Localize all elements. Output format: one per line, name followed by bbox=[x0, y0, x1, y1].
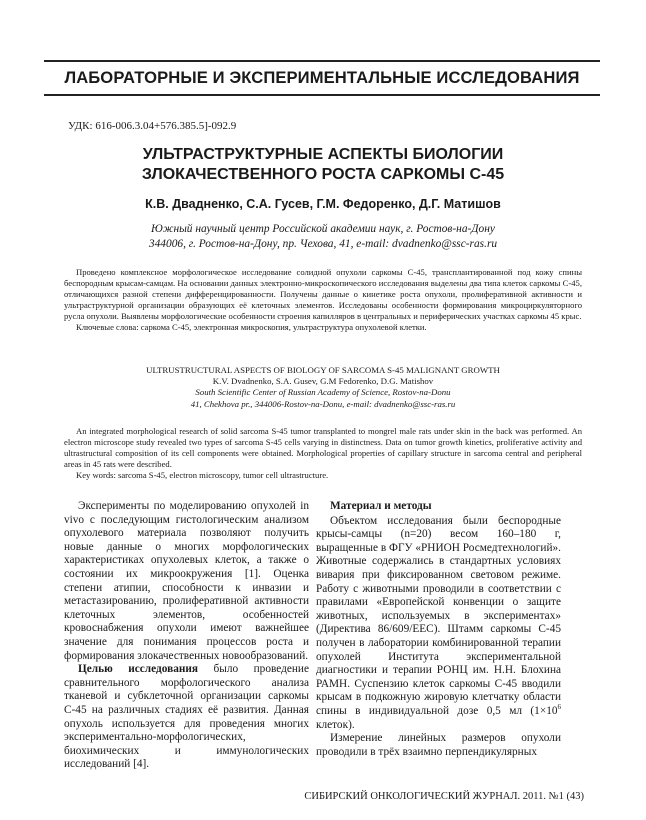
affiliation-en-line-2: 41, Chekhova pr., 344006-Rostov-na-Donu, e-mail: dvadnenko@ssc-ras.ru bbox=[190, 398, 456, 409]
affiliation-line-1: Южный научный центр Российской академии наук, г. Ростов-на-Дону bbox=[151, 223, 495, 235]
methods-heading: Материал и методы bbox=[330, 500, 432, 512]
methods-text-a: Объектом исследования были беспородные крысы-самцы (n=20) весом 160–180 г, выращенные в ФГУ «РНИОН Росмедтехнологий». Животные содержались в стандартных условиях вивария при фиксированном световом режиме. Работу с животными проводили в соответствии с правилами «Европейской конвенции о защите животных, используемых в экспериментах» (Директива 86/609/ЕЕС). Штамм саркомы С-45 получен в лаборатории комбинированной терапии опухолей Института экспериментальной диагностики и терапии РОНЦ им. Н.Н. Блохина РАМН. Суспензию клеток саркомы С-45 вводили крысам в подкожную жировую клетчатку области спины в индивидуальной дозе 0,5 мл (1×10 bbox=[316, 514, 561, 717]
article-title-ru bbox=[40, 145, 606, 185]
affiliation-ru bbox=[40, 222, 606, 252]
title-en: ULTRUSTRUCTURAL ASPECTS OF BIOLOGY OF SARCOMA S-45 MALIGNANT GROWTH bbox=[146, 365, 500, 375]
affiliation-line-2: 344006, г. Ростов-на-Дону, пр. Чехова, 41, e-mail: dvadnenko@ssc-ras.ru bbox=[148, 238, 498, 250]
udk-code: УДК: 616-006.3.04+576.385.5]-092.9 bbox=[68, 120, 237, 132]
aim-label: Целью исследования bbox=[78, 663, 198, 676]
abstract-ru-text: Проведено комплексное морфологическое исследование солидной опухоли саркомы С-45, трансплантированной под кожу спины беспородным крысам-самцам. На основании данных электронно-микроскопического исследования выделены два типа клеток саркомы С-45, отличающихся разной степени дифференцированности. Получены данные о кинетике роста опухоли, пролиферативной активности и ультраструктурной организации образующих её клеточных элементов. Исследованы особенности формирования микроциркуляторного русла опухоли. Выявлены морфологические особенности строения капилляров в центральных и периферических участках саркомы 45 крыс. bbox=[64, 267, 582, 321]
aim-text: было проведение сравнительного морфологического анализа тканевой и субклеточной организации саркомы С-45 на различных стадиях её развития. Данная опухоль используется для проведения многих экспериментально-морфологических, биохимических и иммунологических исследований [4]. bbox=[64, 663, 309, 771]
aim-paragraph bbox=[64, 663, 309, 772]
abstract-ru bbox=[64, 267, 582, 333]
title-line-2: ЗЛОКАЧЕСТВЕННОГО РОСТА САРКОМЫ С-45 bbox=[141, 166, 505, 183]
title-line-1: УЛЬТРАСТРУКТУРНЫЕ АСПЕКТЫ БИОЛОГИИ bbox=[142, 146, 504, 163]
intro-paragraph: Эксперименты по моделированию опухолей in vivo с последующим гистологическим анализом опухолевого материала позволяют получить новые данные о многих морфологических характеристиках опухолевых клеток, а также о состоянии их микроокружения [1]. Оценка степени атипии, способности к инвазии и метастазированию, пролиферативной активности клеточных элементов, особенностей кровоснабжения опухоли имеют важнейшее значение для понимания процессов роста и формирования злокачественных новообразований. bbox=[64, 500, 309, 662]
section-header: ЛАБОРАТОРНЫЕ И ЭКСПЕРИМЕНТАЛЬНЫЕ ИССЛЕДОВАНИЯ bbox=[44, 60, 600, 96]
methods-text-b: клеток). bbox=[316, 718, 355, 731]
authors-ru: К.В. Двадненко, С.А. Гусев, Г.М. Федоренко, Д.Г. Матишов bbox=[145, 197, 501, 211]
affiliation-en-line-1: South Scientific Center of Russian Academy of Science, Rostov-na-Donu bbox=[195, 387, 451, 398]
abstract-en-text: An integrated morphological research of solid sarcoma S-45 tumor transplanted to mongrel male rats under skin in the back was performed. An electron microscope study revealed two types of sarcoma S-45 cells varying in distinctness. Data on tumor growth kinetics, proliferative activity and ultrastructural composition of its cell components were obtained. Morphological properties of capillary structure in sarcoma central and peripheral areas in 45 rats were described. bbox=[64, 426, 582, 469]
methods-paragraph-1 bbox=[316, 515, 561, 733]
right-column bbox=[316, 500, 561, 759]
left-column bbox=[64, 500, 309, 772]
english-header bbox=[40, 365, 606, 410]
methods-superscript: 6 bbox=[557, 703, 561, 712]
journal-footer: СИБИРСКИЙ ОНКОЛОГИЧЕСКИЙ ЖУРНАЛ. 2011. №1 (43) bbox=[304, 791, 584, 802]
keywords-ru: Ключевые слова: саркома С-45, электронная микроскопия, ультраструктура опухолевой клетки. bbox=[76, 322, 427, 332]
authors-en: K.V. Dvadnenko, S.A. Gusev, G.M Fedorenko, D.G. Matishov bbox=[212, 376, 434, 387]
keywords-en: Key words: sarcoma S-45, electron microscopy, tumor cell ultrastructure. bbox=[76, 470, 329, 480]
abstract-en bbox=[64, 426, 582, 481]
methods-paragraph-2: Измерение линейных размеров опухоли проводили в трёх взаимно перпендикулярных bbox=[316, 732, 561, 758]
